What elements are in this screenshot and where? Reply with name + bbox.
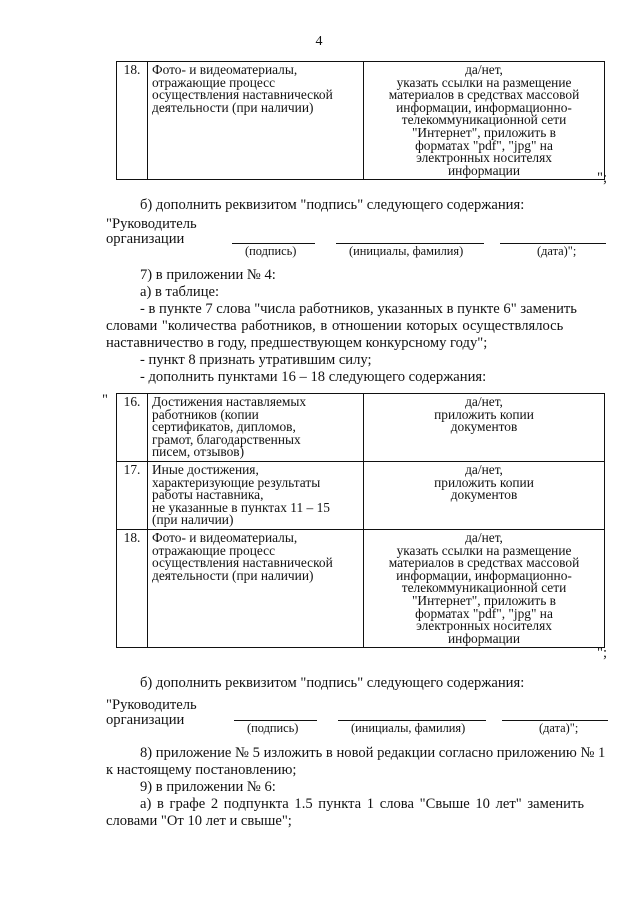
page-number: 4 bbox=[315, 34, 323, 49]
paragraph-7a-item8: - пункт 8 признать утратившим силу; bbox=[140, 352, 372, 368]
row-answer bbox=[364, 394, 605, 462]
answer-line: информации, информационно- bbox=[396, 99, 572, 115]
description-line: деятельности (при наличии) bbox=[152, 99, 314, 115]
date-caption: (дата)"; bbox=[537, 244, 577, 258]
answer-line: информации bbox=[447, 162, 521, 178]
answer-line: документов bbox=[450, 419, 518, 435]
table-row bbox=[117, 461, 605, 529]
signature-caption: (подпись) bbox=[245, 244, 297, 258]
description-line: осуществления наставнической bbox=[152, 555, 333, 571]
answer-line: приложить копии bbox=[434, 406, 534, 422]
answer-line: документов bbox=[450, 487, 518, 503]
paragraph-7a-line2: словами "количества работников, в отношении которых осуществлялось bbox=[106, 318, 564, 334]
answer-line: электронных носителях bbox=[416, 618, 552, 634]
paragraph-9: 9) в приложении № 6: bbox=[140, 779, 276, 795]
table-row bbox=[117, 62, 605, 180]
table-row bbox=[117, 394, 605, 462]
answer-line: информации bbox=[447, 630, 521, 646]
row-answer bbox=[364, 62, 605, 180]
answer-line: телекоммуникационной сети bbox=[401, 580, 567, 596]
date-caption: (дата)"; bbox=[539, 721, 579, 735]
description-line: Фото- и видеоматериалы, bbox=[152, 62, 298, 77]
signature-label-line1: "Руководитель bbox=[106, 216, 197, 232]
answer-line: материалов в средствах массовой bbox=[388, 555, 580, 571]
row-answer bbox=[364, 529, 605, 647]
paragraph-9a-line1: а) в графе 2 подпункта 1.5 пункта 1 слова "Свыше 10 лет" заменить bbox=[140, 796, 584, 812]
paragraph-7a-line3: наставничество в году, предшествующем конкурсному году"; bbox=[106, 335, 488, 351]
answer-line: указать ссылки на размещение bbox=[396, 542, 572, 558]
paragraph-b2: б) дополнить реквизитом "подпись" следующего содержания: bbox=[140, 675, 525, 691]
description-line: (при наличии) bbox=[152, 512, 234, 528]
row-number: 16. bbox=[117, 394, 148, 462]
answer-line: "Интернет", приложить в bbox=[411, 592, 557, 608]
paragraph-8-line1: 8) приложение № 5 изложить в новой редакции согласно приложению № 1 bbox=[140, 745, 606, 761]
signature-label-line2: организации bbox=[106, 231, 185, 247]
answer-line: материалов в средствах массовой bbox=[388, 87, 580, 103]
answer-line: да/нет, bbox=[465, 529, 503, 545]
row-description bbox=[148, 62, 364, 180]
row-number: 18. bbox=[117, 62, 148, 180]
table-2-close-mark: "; bbox=[597, 645, 608, 661]
paragraph-7a: а) в таблице: bbox=[140, 284, 220, 300]
signature-label-line1: "Руководитель bbox=[106, 697, 197, 713]
answer-line: приложить копии bbox=[434, 474, 534, 490]
description-line: Фото- и видеоматериалы, bbox=[152, 529, 298, 545]
answer-line: да/нет, bbox=[465, 461, 503, 477]
answer-line: информации, информационно- bbox=[396, 567, 572, 583]
paragraph-7a-items16: - дополнить пунктами 16 – 18 следующего содержания: bbox=[140, 369, 487, 385]
description-line: работников (копии bbox=[152, 406, 259, 422]
answer-line: форматах "pdf", "jpg" на bbox=[415, 605, 553, 621]
paragraph-7a-line1: - в пункте 7 слова "числа работников, указанных в пункте 6" заменить bbox=[140, 301, 577, 317]
signature-label-line2: организации bbox=[106, 712, 185, 728]
answer-line: указать ссылки на размещение bbox=[396, 74, 572, 90]
description-line: отражающие процесс bbox=[152, 542, 276, 558]
answer-line: да/нет, bbox=[465, 394, 503, 409]
paragraph-7: 7) в приложении № 4: bbox=[140, 267, 276, 283]
description-line: грамот, благодарственных bbox=[152, 431, 301, 447]
description-line: сертификатов, дипломов, bbox=[152, 419, 296, 435]
row-description bbox=[148, 461, 364, 529]
table-row bbox=[117, 529, 605, 647]
row-description bbox=[148, 394, 364, 462]
description-line: работы наставника, bbox=[152, 487, 264, 503]
row-number: 18. bbox=[117, 529, 148, 647]
paragraph-9a-line2: словами "От 10 лет и свыше"; bbox=[106, 813, 292, 829]
row-number: 17. bbox=[117, 461, 148, 529]
answer-line: форматах "pdf", "jpg" на bbox=[415, 137, 553, 153]
description-line: деятельности (при наличии) bbox=[152, 567, 314, 583]
paragraph-b1: б) дополнить реквизитом "подпись" следующего содержания: bbox=[140, 197, 525, 213]
signature-caption: (подпись) bbox=[247, 721, 299, 735]
answer-line: электронных носителях bbox=[416, 150, 552, 166]
initials-caption: (инициалы, фамилия) bbox=[349, 244, 464, 258]
table-1 bbox=[116, 61, 605, 180]
description-line: отражающие процесс bbox=[152, 74, 276, 90]
description-line: осуществления наставнической bbox=[152, 87, 333, 103]
description-line: Достижения наставляемых bbox=[152, 394, 307, 409]
description-line: не указанные в пунктах 11 – 15 bbox=[152, 499, 330, 515]
answer-line: телекоммуникационной сети bbox=[401, 112, 567, 128]
table-2 bbox=[116, 393, 605, 648]
answer-line: "Интернет", приложить в bbox=[411, 124, 557, 140]
table-1-close-mark: "; bbox=[597, 170, 608, 186]
initials-caption: (инициалы, фамилия) bbox=[351, 721, 466, 735]
description-line: писем, отзывов) bbox=[152, 444, 245, 460]
row-answer bbox=[364, 461, 605, 529]
paragraph-8-line2: к настоящему постановлению; bbox=[106, 762, 297, 778]
description-line: характеризующие результаты bbox=[152, 474, 321, 490]
row-description bbox=[148, 529, 364, 647]
description-line: Иные достижения, bbox=[152, 461, 259, 477]
answer-line: да/нет, bbox=[465, 62, 503, 77]
table-2-open-mark: " bbox=[102, 392, 108, 408]
